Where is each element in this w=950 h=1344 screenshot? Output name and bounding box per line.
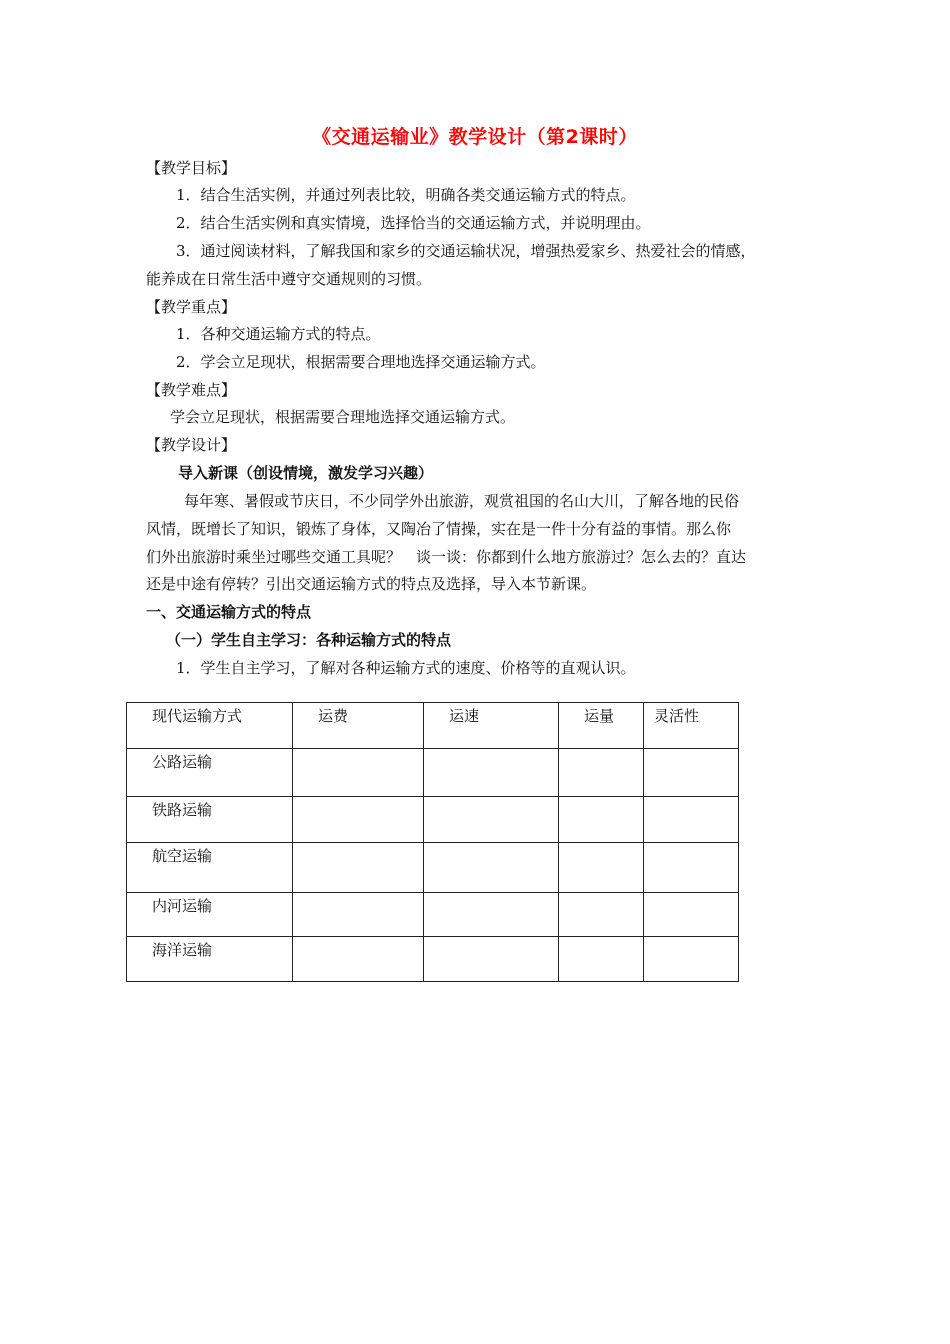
table-row xyxy=(127,843,739,893)
table-cell xyxy=(644,937,739,982)
key-points-header: 【教学重点】 xyxy=(146,298,237,316)
table-cell xyxy=(559,749,644,797)
design-header: 【教学设计】 xyxy=(146,436,237,454)
part1-item-1: 1．学生自主学习，了解对各种运输方式的速度、价格等的直观认识。 xyxy=(176,659,636,677)
difficulty-1: 学会立足现状，根据需要合理地选择交通运输方式。 xyxy=(170,408,516,426)
intro-heading: 导入新课（创设情境，激发学习兴趣） xyxy=(178,464,434,482)
table-row xyxy=(127,893,739,937)
table-cell xyxy=(424,937,559,982)
table-header-cell: 灵活性 xyxy=(644,703,739,749)
table-cell xyxy=(424,797,559,843)
table-cell xyxy=(424,843,559,893)
table-cell xyxy=(293,843,424,893)
table-cell xyxy=(424,749,559,797)
table-cell: 航空运输 xyxy=(127,843,293,893)
intro-line-2: 风情，既增长了知识，锻炼了身体，又陶冶了情操，实在是一件十分有益的事情。那么你 xyxy=(146,520,732,538)
table-cell: 内河运输 xyxy=(127,893,293,937)
objective-2: 2．结合生活实例和真实情境，选择恰当的交通运输方式，并说明理由。 xyxy=(176,214,651,232)
table-cell xyxy=(644,893,739,937)
table-cell xyxy=(644,797,739,843)
key-point-1: 1．各种交通运输方式的特点。 xyxy=(176,325,381,343)
table-cell xyxy=(424,893,559,937)
table-cell: 海洋运输 xyxy=(127,937,293,982)
table-header-row xyxy=(127,703,739,749)
table-cell xyxy=(559,843,644,893)
table-cell xyxy=(293,893,424,937)
table-row xyxy=(127,749,739,797)
table-header-cell: 现代运输方式 xyxy=(127,703,293,749)
part1-subheading: （一）学生自主学习：各种运输方式的特点 xyxy=(166,631,452,649)
table-cell xyxy=(559,937,644,982)
intro-line-1: 每年寒、暑假或节庆日，不少同学外出旅游，观赏祖国的名山大川，了解各地的民俗 xyxy=(184,492,740,510)
table-cell xyxy=(293,797,424,843)
table-header-cell: 运费 xyxy=(293,703,424,749)
table-cell xyxy=(293,937,424,982)
part1-heading: 一、交通运输方式的特点 xyxy=(146,603,312,621)
table-cell xyxy=(293,749,424,797)
table-header-cell: 运速 xyxy=(424,703,559,749)
table-cell xyxy=(559,797,644,843)
table-cell xyxy=(559,893,644,937)
objectives-header: 【教学目标】 xyxy=(146,159,237,177)
table-cell xyxy=(644,843,739,893)
difficulty-header: 【教学难点】 xyxy=(146,381,237,399)
table-cell: 公路运输 xyxy=(127,749,293,797)
objective-3-line2: 能养成在日常生活中遵守交通规则的习惯。 xyxy=(146,270,432,288)
table-row xyxy=(127,937,739,982)
table-header-cell: 运量 xyxy=(559,703,644,749)
document-title: 《交通运输业》教学设计（第2课时） xyxy=(312,126,638,148)
objective-3-line1: 3．通过阅读材料，了解我国和家乡的交通运输状况，增强热爱家乡、热爱社会的情感， xyxy=(176,242,756,260)
table-cell: 铁路运输 xyxy=(127,797,293,843)
key-point-2: 2．学会立足现状，根据需要合理地选择交通运输方式。 xyxy=(176,353,546,371)
table-cell xyxy=(644,749,739,797)
intro-line-3: 们外出旅游时乘坐过哪些交通工具呢？ 谈一谈：你都到什么地方旅游过？怎么去的？直达 xyxy=(146,548,747,566)
transport-comparison-table xyxy=(126,702,739,982)
objective-1: 1．结合生活实例，并通过列表比较，明确各类交通运输方式的特点。 xyxy=(176,186,636,204)
table-row xyxy=(127,797,739,843)
intro-line-4: 还是中途有停转？引出交通运输方式的特点及选择，导入本节新课。 xyxy=(146,575,597,593)
